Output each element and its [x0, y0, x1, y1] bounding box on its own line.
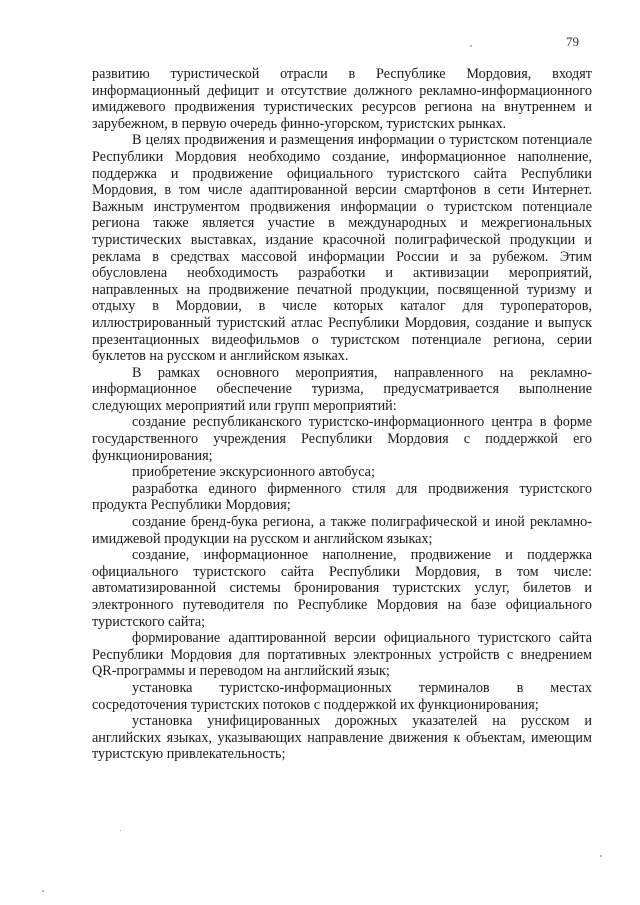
list-item: создание, информационное наполнение, продвижение и поддержка официального туристского сайта Республики Мордовия, в том числе: автоматизированной системы бронирования туристских услуг, билетов и электронного путеводителя по Республике Мордовия на базе официального туристского сайта;: [92, 547, 592, 630]
list-item: установка унифицированных дорожных указателей на русском и английских языках, указывающих направление движения к объектам, имеющим туристскую привлекательность;: [92, 713, 592, 763]
list-item: разработка единого фирменного стиля для продвижения туристского продукта Республики Мордовия;: [92, 480, 592, 514]
paragraph: В рамках основного мероприятия, направленного на рекламно-информационное обеспечение туризма, предусматривается выполнение следующих мероприятий или групп мероприятий:: [92, 364, 592, 414]
paragraph: развитию туристической отрасли в Республике Мордовия, входят информационный дефицит и отсутствие должного рекламно-информационного имиджевого продвижения туристических ресурсов региона на внутреннем и зарубежном, в первую очередь финно-угорском, туристских рынках.: [92, 66, 592, 132]
list-item: приобретение экскурсионного автобуса;: [132, 464, 375, 481]
scan-speck: [120, 830, 121, 831]
scan-speck: [470, 45, 472, 47]
list-item: создание бренд-бука региона, а также полиграфической и иной рекламно-имиджевой продукции на русском и английском языках;: [92, 514, 592, 547]
paragraph: В целях продвижения и размещения информации о туристском потенциале Республики Мордовия необходимо создание, информационное наполнение, поддержка и продвижение официального туристского сайта Республики Мордовия, в том числе адаптированной версии смартфонов в сети Интернет. Важным инструментом продвижения информации о туристском потенциале региона также является участие в международных и межрегиональных туристических выставках, издание красочной полиграфической продукции и реклама в средствах массовой информации России и за рубежом. Этим обусловлена необходимость разработки и активизации мероприятий, направленных на продвижение печатной продукции, посвященной туризму и отдыху в Мордовии, в числе которых каталог для туроператоров, иллюстрированный туристский атлас Республики Мордовия, создание и выпуск презентационных видеофильмов о туристском потенциале региона, серии буклетов на русском и английском языках.: [92, 132, 592, 365]
scan-speck: [600, 855, 602, 857]
scan-speck: [42, 890, 44, 892]
list-item: формирование адаптированной версии официального туристского сайта Республики Мордовия для портативных электронных устройств с внедрением QR-программы и переводом на английский язык;: [92, 630, 592, 680]
body-text: [92, 66, 592, 763]
list-item: создание республиканского туристско-информационного центра в форме государственного учреждения Республики Мордовия с поддержкой его функционирования;: [92, 414, 592, 464]
list-item: установка туристско-информационных терминалов в местах сосредоточения туристских потоков с поддержкой их функционирования;: [92, 679, 592, 713]
page-number: 79: [566, 34, 579, 49]
